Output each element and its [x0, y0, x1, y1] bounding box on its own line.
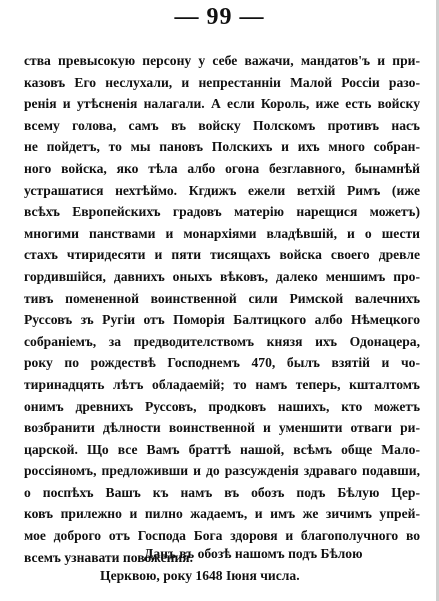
- signature-place: Данъ въ обозѣ нашомъ подъ Бѣлою: [144, 546, 363, 561]
- text-line: стахъ чтиридесяти и пяти тисящахъ войска своего древле: [24, 247, 420, 263]
- signature-date: Церквою, року 1648 Іюня числа.: [100, 568, 300, 583]
- text-line: онимъ древнихъ Руссовъ, продковъ нашихъ, кто можетъ: [24, 398, 420, 414]
- text-line: ковъ прилежно и пилно жадаемъ, и имъ же зичимъ упрей-: [24, 506, 420, 522]
- page-number: — 99 —: [174, 4, 265, 30]
- text-line: року по рождествѣ Господнемъ 470, былъ взятій и чо-: [24, 355, 420, 371]
- text-line: ренія и утѣсненія налагали. А если Король, иже есть войску: [24, 96, 420, 112]
- text-line-last: всемъ узнавати повожения.: [24, 549, 194, 565]
- page-header: [0, 2, 439, 32]
- text-line: возбранити дѣлности воинственной и уменшити отваги ри-: [24, 420, 420, 436]
- text-line: Руссовъ зъ Ругіи отъ Поморія Балтицкого албо Нѣмецкого: [24, 312, 420, 328]
- text-line: тивъ помененной воинственной сили Римской валечнихъ: [24, 290, 420, 306]
- text-line: о поспѣхъ Вашъ къ намъ въ обозъ подъ Бѣлую Цер-: [24, 484, 420, 500]
- text-line: ства превысокую персону у себе важачи, мандатов'ъ и при-: [24, 53, 420, 68]
- text-line: всему голова, самъ въ войску Полскомъ противъ насъ: [24, 117, 420, 133]
- text-line: не пойдетъ, то мы пановъ Полскихъ и ихъ много собран-: [24, 139, 420, 155]
- text-line: гордившійся, давнихъ оныхъ вѣковъ, далеко меншимъ про-: [24, 268, 420, 284]
- text-line: казовъ Его неслухали, и непрестанніи Малой Россіи разо-: [24, 74, 420, 90]
- signature-block: [100, 543, 400, 587]
- text-line: устрашатися нехтѣймо. Кгдижъ ежели ветхій Римъ (иже: [24, 182, 420, 198]
- text-line: россіяномъ, предложивши и до разсужденія здраваго подавши,: [24, 463, 420, 479]
- text-line: мое доброго отъ Господа Бога здоровя и благополучного во: [24, 528, 420, 544]
- text-line: всѣхъ Европейскихъ градовъ матерію нарещися можетъ): [24, 204, 420, 220]
- text-line: тиринадцять лѣтъ обладаемій; то намъ теперь, кшталтомъ: [24, 376, 420, 392]
- text-line: собраніемъ, за предводителствомъ князя ихъ Одонацера,: [24, 333, 420, 349]
- text-line: царской. Що все Вамъ браттѣ нашой, всѣмъ обще Мало-: [24, 441, 420, 457]
- text-line: ного войска, яко тѣла албо огона безглавного, бынамнѣй: [24, 160, 420, 176]
- body-text: [24, 50, 420, 568]
- text-line: многими панствами и монархіями владѣвшій, и о шести: [24, 225, 420, 241]
